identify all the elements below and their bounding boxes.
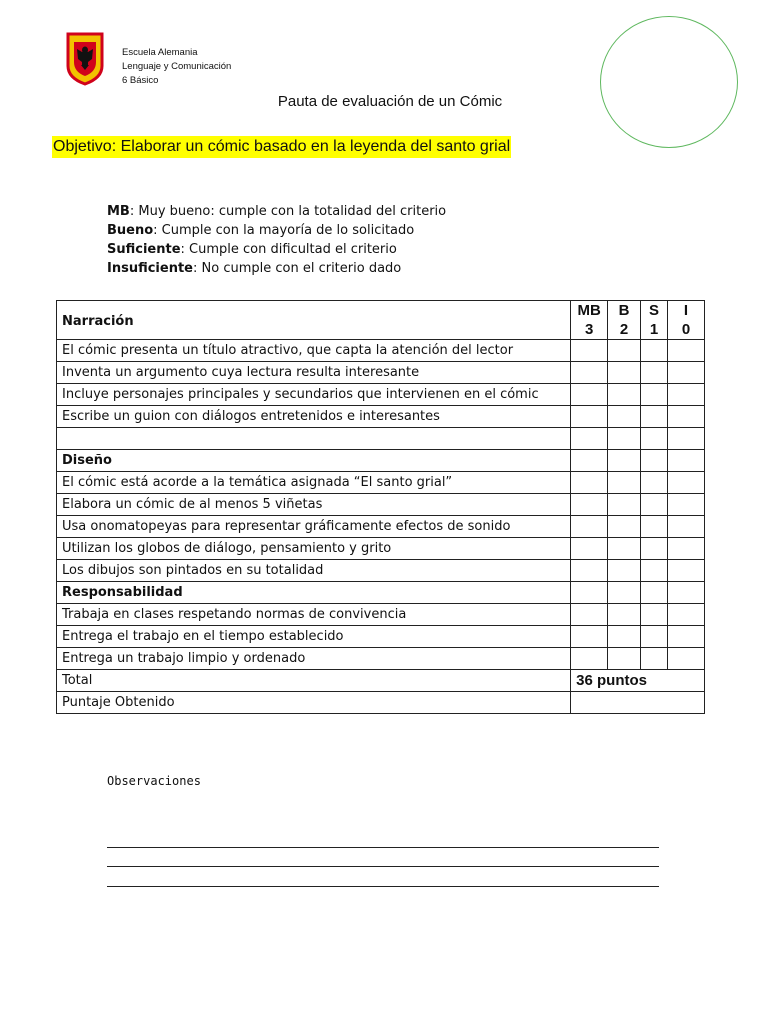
score-cell[interactable]: [608, 340, 641, 362]
score-cell[interactable]: [608, 626, 641, 648]
criterion-text: [57, 428, 571, 450]
score-cell[interactable]: [668, 626, 705, 648]
legend-term: Bueno: [107, 223, 154, 238]
score-cell[interactable]: [571, 428, 608, 450]
score-cell[interactable]: [571, 560, 608, 582]
legend-item-mb: [107, 202, 446, 221]
table-row: [57, 472, 705, 494]
score-cell[interactable]: [608, 604, 641, 626]
score-cell: [571, 582, 608, 604]
score-cell: [571, 450, 608, 472]
grade-circle: [600, 16, 738, 148]
total-value: 36 puntos: [571, 670, 705, 692]
score-cell[interactable]: [641, 362, 668, 384]
score-cell[interactable]: [641, 406, 668, 428]
section-row-diseno: [57, 450, 705, 472]
score-cell[interactable]: [571, 362, 608, 384]
table-row: [57, 648, 705, 670]
legend-item-insuficiente: [107, 259, 446, 278]
subject-name: Lenguaje y Comunicación: [122, 61, 232, 72]
observation-line[interactable]: [107, 886, 659, 887]
score-cell[interactable]: [668, 560, 705, 582]
score-cell[interactable]: [641, 538, 668, 560]
level-header-mb: MB 3: [571, 301, 608, 340]
total-row: [57, 670, 705, 692]
score-cell[interactable]: [641, 516, 668, 538]
score-cell[interactable]: [608, 384, 641, 406]
rating-legend: [107, 202, 446, 278]
criterion-text: Inventa un argumento cuya lectura resulta interesante: [57, 362, 571, 384]
score-cell[interactable]: [571, 384, 608, 406]
score-cell[interactable]: [608, 648, 641, 670]
score-cell[interactable]: [571, 516, 608, 538]
level-header-b: B 2: [608, 301, 641, 340]
score-cell[interactable]: [641, 428, 668, 450]
legend-desc: : Cumple con la mayoría de lo solicitado: [153, 223, 415, 238]
table-row: [57, 384, 705, 406]
table-row: [57, 494, 705, 516]
legend-term: Suficiente: [107, 242, 181, 257]
table-row: [57, 626, 705, 648]
score-cell[interactable]: [668, 494, 705, 516]
score-cell[interactable]: [641, 340, 668, 362]
grade-level: 6 Básico: [122, 75, 159, 86]
score-cell[interactable]: [641, 494, 668, 516]
score-cell: [608, 450, 641, 472]
criterion-text: Elabora un cómic de al menos 5 viñetas: [57, 494, 571, 516]
criterion-text: Incluye personajes principales y secundarios que intervienen en el cómic: [57, 384, 571, 406]
observation-line[interactable]: [107, 847, 659, 848]
table-header-row: [57, 301, 705, 340]
score-cell[interactable]: [668, 648, 705, 670]
score-cell[interactable]: [571, 406, 608, 428]
criterion-text: Utilizan los globos de diálogo, pensamiento y grito: [57, 538, 571, 560]
legend-item-suficiente: [107, 240, 446, 259]
score-cell: [668, 450, 705, 472]
criterion-text: Trabaja en clases respetando normas de convivencia: [57, 604, 571, 626]
score-cell: [608, 582, 641, 604]
score-cell[interactable]: [668, 516, 705, 538]
obtained-row: [57, 692, 705, 714]
obtained-label: Puntaje Obtenido: [57, 692, 571, 714]
observations-label: Observaciones: [107, 774, 201, 788]
score-cell: [668, 582, 705, 604]
score-cell[interactable]: [641, 604, 668, 626]
school-crest-icon: [66, 32, 104, 86]
score-cell[interactable]: [608, 560, 641, 582]
score-cell[interactable]: [668, 384, 705, 406]
section-header-diseno: Diseño: [57, 450, 571, 472]
score-cell[interactable]: [608, 472, 641, 494]
score-cell[interactable]: [668, 406, 705, 428]
score-cell[interactable]: [571, 340, 608, 362]
score-cell: [641, 582, 668, 604]
criterion-text: El cómic está acorde a la temática asignada “El santo grial”: [57, 472, 571, 494]
score-cell[interactable]: [608, 428, 641, 450]
obtained-score-cell[interactable]: [571, 692, 705, 714]
empty-row: [57, 428, 705, 450]
score-cell[interactable]: [571, 472, 608, 494]
legend-item-bueno: [107, 221, 446, 240]
table-row: [57, 604, 705, 626]
section-header-responsabilidad: Responsabilidad: [57, 582, 571, 604]
legend-desc: : No cumple con el criterio dado: [193, 261, 402, 276]
level-header-s: S 1: [641, 301, 668, 340]
document-title: Pauta de evaluación de un Cómic: [277, 93, 503, 110]
score-cell[interactable]: [668, 604, 705, 626]
score-cell[interactable]: [608, 362, 641, 384]
score-cell[interactable]: [608, 538, 641, 560]
score-cell[interactable]: [571, 626, 608, 648]
score-cell[interactable]: [571, 648, 608, 670]
section-row-responsabilidad: [57, 582, 705, 604]
legend-desc: : Muy bueno: cumple con la totalidad del criterio: [129, 204, 447, 219]
section-header-narracion: Narración: [57, 301, 571, 340]
rubric-table: [56, 300, 705, 714]
score-cell[interactable]: [641, 648, 668, 670]
objective-highlight: Objetivo: Elaborar un cómic basado en la leyenda del santo grial: [52, 136, 511, 158]
score-cell: [641, 450, 668, 472]
score-cell[interactable]: [668, 362, 705, 384]
score-cell[interactable]: [641, 384, 668, 406]
school-name: Escuela Alemania: [122, 47, 198, 58]
observation-line[interactable]: [107, 866, 659, 867]
score-cell[interactable]: [668, 428, 705, 450]
score-cell[interactable]: [641, 560, 668, 582]
level-header-i: I 0: [668, 301, 705, 340]
score-cell[interactable]: [608, 406, 641, 428]
score-cell[interactable]: [641, 472, 668, 494]
criterion-text: Los dibujos son pintados en su totalidad: [57, 560, 571, 582]
score-cell[interactable]: [571, 538, 608, 560]
table-row: [57, 516, 705, 538]
criterion-text: Usa onomatopeyas para representar gráficamente efectos de sonido: [57, 516, 571, 538]
score-cell[interactable]: [668, 472, 705, 494]
criterion-text: El cómic presenta un título atractivo, que capta la atención del lector: [57, 340, 571, 362]
score-cell[interactable]: [608, 516, 641, 538]
legend-term: MB: [107, 204, 130, 219]
score-cell[interactable]: [571, 604, 608, 626]
legend-term: Insuficiente: [107, 261, 193, 276]
score-cell[interactable]: [668, 340, 705, 362]
score-cell[interactable]: [641, 626, 668, 648]
score-cell[interactable]: [668, 538, 705, 560]
criterion-text: Entrega un trabajo limpio y ordenado: [57, 648, 571, 670]
table-row: [57, 538, 705, 560]
document-title-row: [0, 93, 768, 110]
table-row: [57, 406, 705, 428]
legend-desc: : Cumple con dificultad el criterio: [180, 242, 397, 257]
score-cell[interactable]: [608, 494, 641, 516]
criterion-text: Entrega el trabajo en el tiempo establecido: [57, 626, 571, 648]
table-row: [57, 362, 705, 384]
school-info: [122, 46, 231, 88]
score-cell[interactable]: [571, 494, 608, 516]
total-label: Total: [57, 670, 571, 692]
table-row: [57, 560, 705, 582]
criterion-text: Escribe un guion con diálogos entretenidos e interesantes: [57, 406, 571, 428]
table-row: [57, 340, 705, 362]
